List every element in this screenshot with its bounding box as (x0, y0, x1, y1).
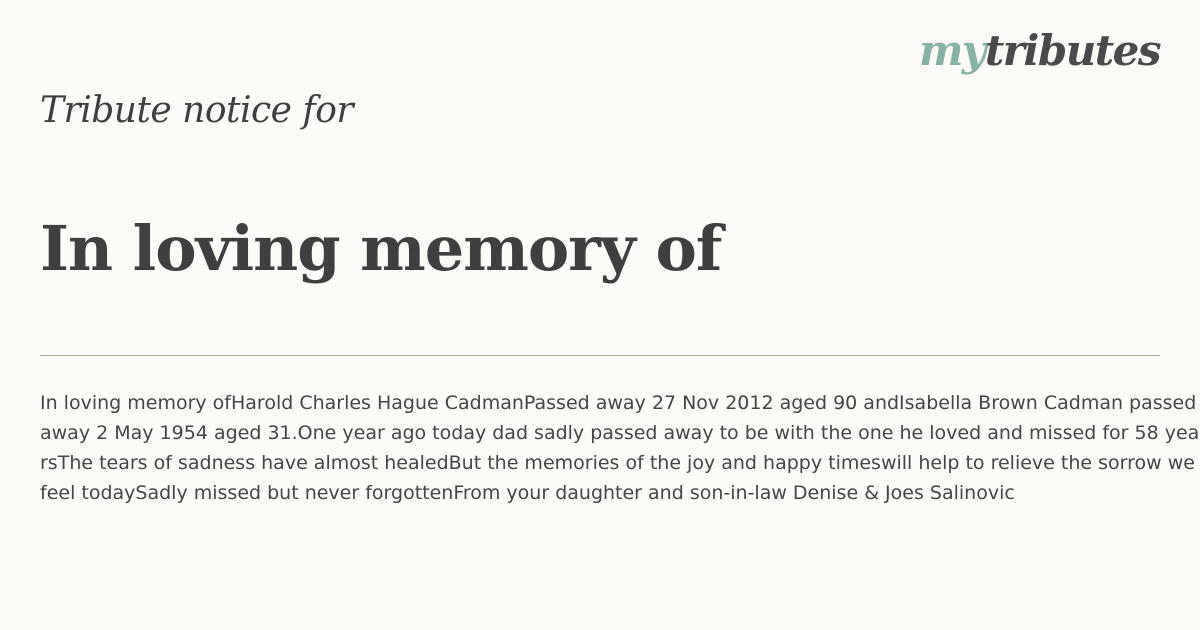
page-title: In loving memory of (40, 212, 722, 285)
logo-part-my: my (918, 26, 985, 75)
logo-part-tributes: tributes (984, 26, 1160, 75)
divider (40, 355, 1160, 356)
notice-text: In loving memory ofHarold Charles Hague CadmanPassed away 27 Nov 2012 aged 90 andIsabella Brown Cadman passed away 2 May 1954 aged 31.One year ago today dad sadly passed away to be with the one he loved and missed for 58 yearsThe tears of sadness have almost healedBut the memories of the joy and happy timeswill help to relieve the sorrow we feel todaySadly missed but never forgottenFrom your daughter and son-in-law Denise & Joes Salinovic (40, 392, 1200, 504)
page-subtitle: Tribute notice for (40, 90, 354, 131)
mytributes-logo[interactable] (918, 26, 1160, 75)
